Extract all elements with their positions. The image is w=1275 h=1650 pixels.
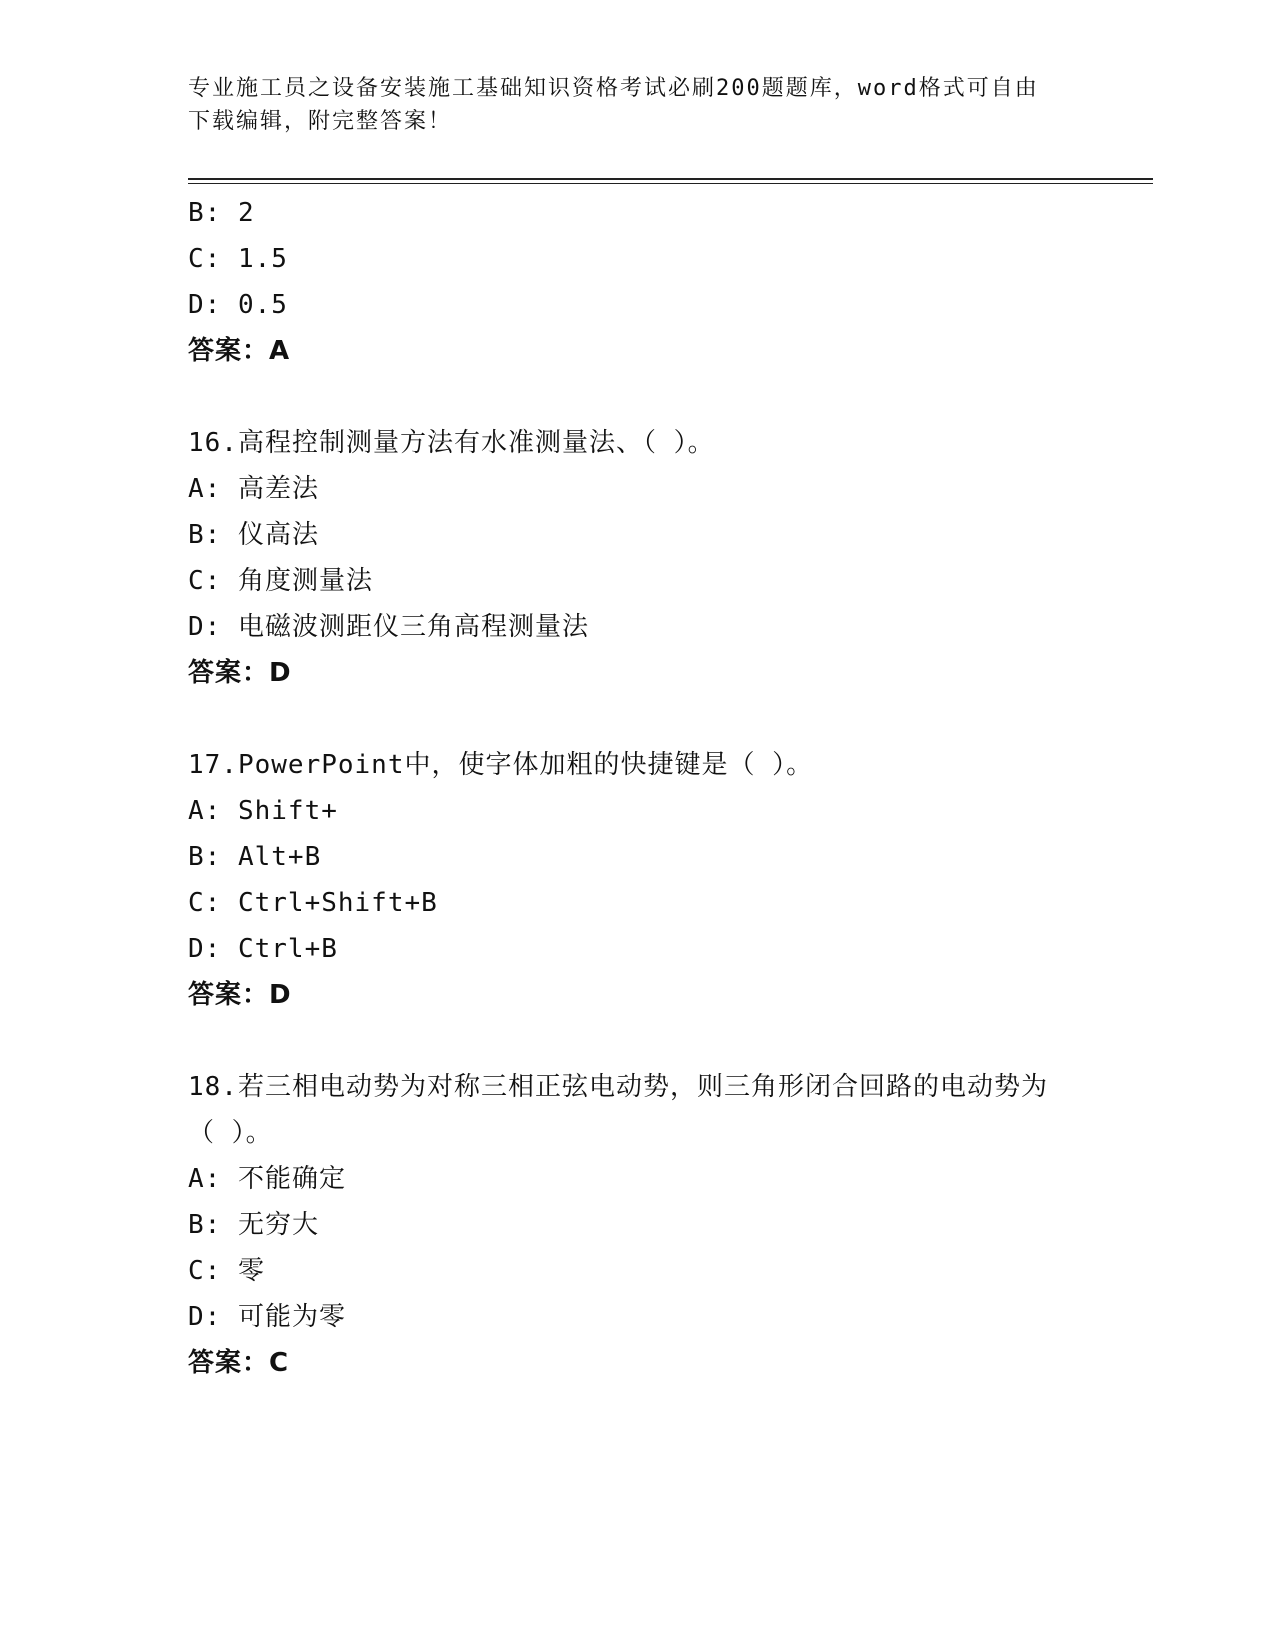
question-list (188, 190, 1088, 1386)
question-17 (188, 742, 1088, 1018)
option-b: B: Alt+B (188, 842, 322, 872)
option-b: B: 仪高法 (188, 520, 319, 550)
option-c: C: Ctrl+Shift+B (188, 888, 438, 918)
option-b: B: 2 (188, 198, 255, 228)
header-line-2: 下载编辑，附完整答案！ (188, 109, 453, 134)
option-c: C: 角度测量法 (188, 566, 373, 596)
question-16 (188, 420, 1088, 696)
question-title: 18.若三相电动势为对称三相正弦电动势，则三角形闭合回路的电动势为（ ）。 (188, 1072, 1048, 1148)
option-c: C: 零 (188, 1256, 265, 1286)
option-b: B: 无穷大 (188, 1210, 319, 1240)
answer: 答案：D (188, 980, 292, 1010)
question-title: 16.高程控制测量方法有水准测量法、（ ）。 (188, 428, 715, 458)
answer: 答案：C (188, 1348, 290, 1378)
question-18 (188, 1064, 1088, 1386)
answer: 答案：D (188, 658, 292, 688)
option-c: C: 1.5 (188, 244, 288, 274)
header-line-1: 专业施工员之设备安装施工基础知识资格考试必刷200题题库，word格式可自由 (188, 76, 1039, 101)
header-rule-thick (188, 178, 1153, 180)
partial-question (188, 190, 1088, 374)
header-rule-thin (188, 183, 1153, 184)
option-a: A: 不能确定 (188, 1164, 346, 1194)
question-title: 17.PowerPoint中，使字体加粗的快捷键是（ ）。 (188, 750, 814, 780)
option-d: D: 可能为零 (188, 1302, 346, 1332)
option-d: D: 电磁波测距仪三角高程测量法 (188, 612, 589, 642)
option-d: D: Ctrl+B (188, 934, 338, 964)
option-a: A: Shift+ (188, 796, 338, 826)
answer: 答案：A (188, 336, 291, 366)
document-header (188, 72, 1068, 138)
option-a: A: 高差法 (188, 474, 319, 504)
option-d: D: 0.5 (188, 290, 288, 320)
